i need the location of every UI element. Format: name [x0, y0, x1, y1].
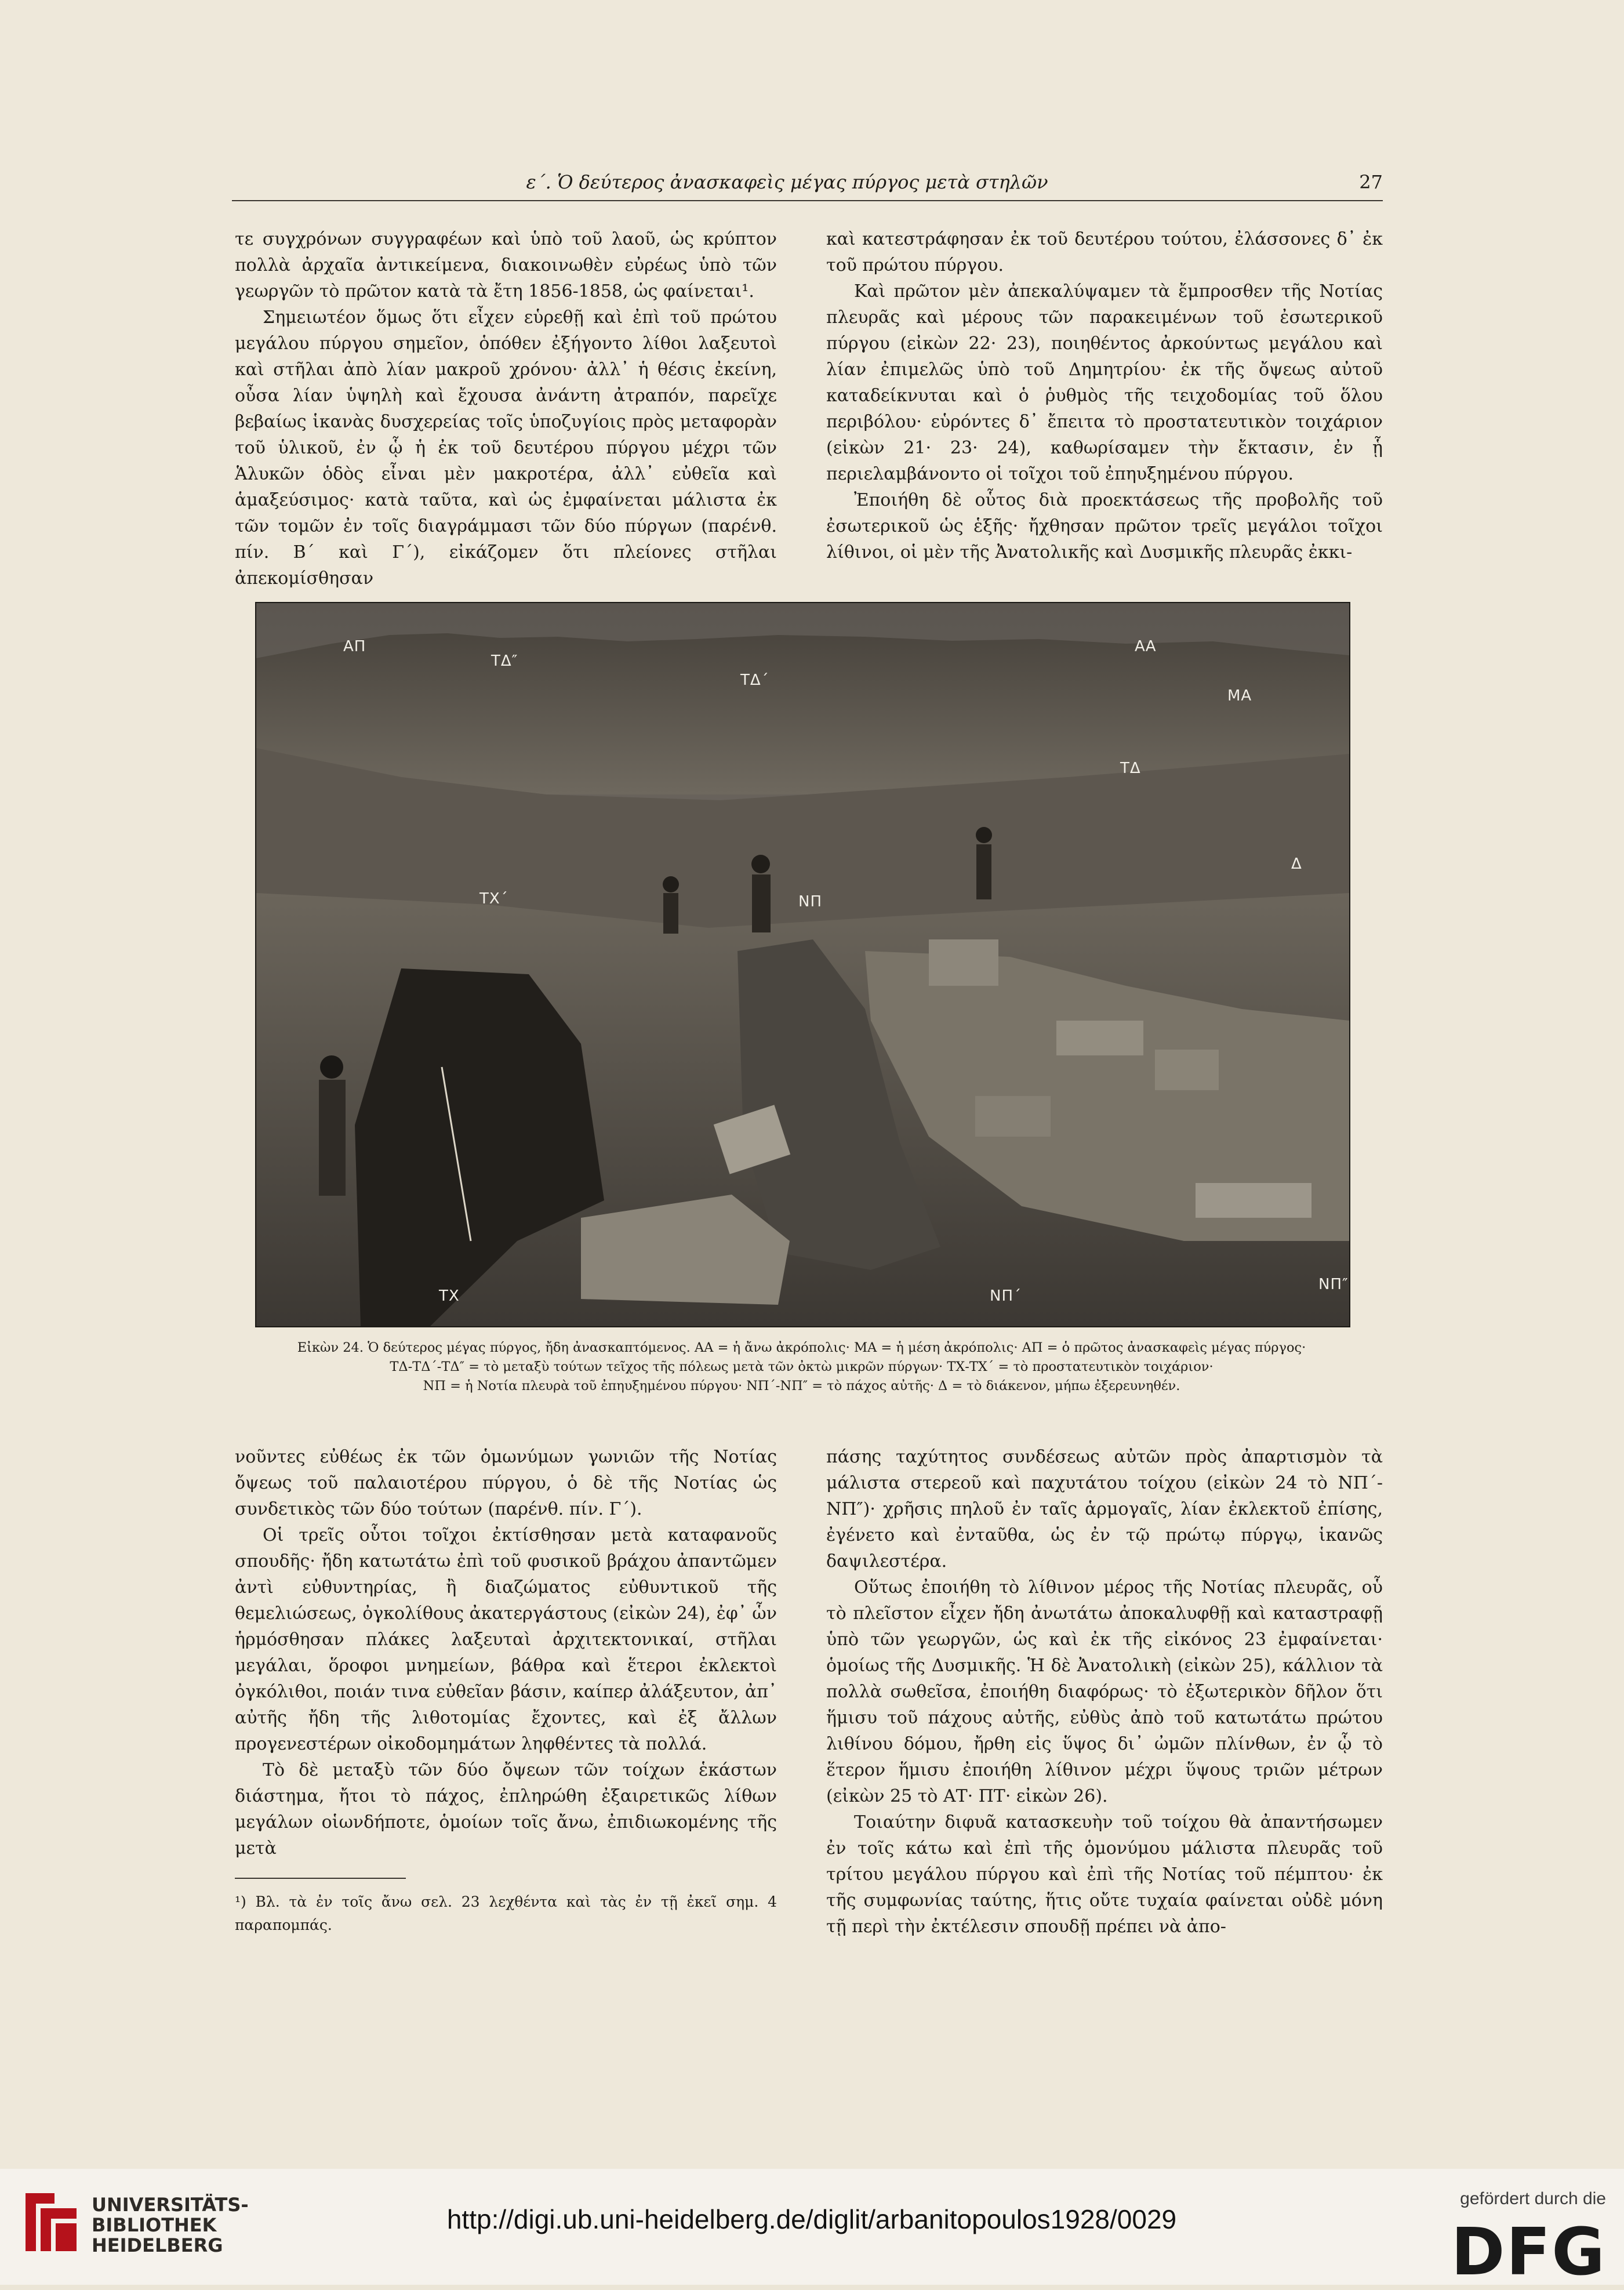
footnote-rule: [235, 1878, 406, 1879]
university-logo-icon: [20, 2187, 82, 2257]
block: [1155, 1050, 1219, 1090]
figure-label: ΤΧ΄: [479, 890, 508, 908]
paragraph: τε συγχρόνων συγγραφέων καὶ ὑπὸ τοῦ λαοῦ, ὡς κρύπτον πολλὰ ἀρχαῖα ἀντικείμενα, διακοινωθὲν εὐρέως ὑπὸ τῶν γεωργῶν τὸ πρῶτον κατὰ τὰ ἔτη 1856-1858, ὡς φαίνεται¹.: [235, 229, 777, 302]
caption-line: ΝΠ = ἡ Νοτία πλευρὰ τοῦ ἐπηυξημένου πύργου· ΝΠ΄-ΝΠ″ = τὸ πάχος αὐτῆς· Δ = τὸ διάκενον, μήπω ἐξερευνηθέν.: [423, 1378, 1180, 1393]
caption-line: Εἰκὼν 24. Ὁ δεύτερος μέγας πύργος, ἤδη ἀνασκαπτόμενος. ΑΑ = ἡ ἄνω ἀκρόπολις· ΜΑ = ἡ μέση ἀκρόπολις· ΑΠ = ὁ πρῶτος ἀνασκαφεὶς μέγας πύργος·: [297, 1340, 1306, 1355]
figure-label: ΝΠ″: [1318, 1276, 1349, 1293]
paragraph: Καὶ πρῶτον μὲν ἀπεκαλύψαμεν τὰ ἔμπροσθεν τῆς Νοτίας πλευρᾶς καὶ μέρους τῶν παρακειμένων τοῦ ἐσωτερικοῦ πύργου (εἰκὼν 22· 23), ποιηθέντος ἀρκούντως μεγάλου καὶ λίαν ἐπιμελῶς ὑπὸ τοῦ Δημητρίου· ἐκ τῆς ὄψεως αὐτοῦ καταδείκνυται καὶ ὁ ῥυθμὸς τῆς τειχοδομίας τοῦ ὅλου περιβόλου· εὑρόντες δ᾽ ἔπειτα τὸ προστατευτικὸν τοιχάριον (εἰκὼν 21· 23· 24), καθωρίσαμεν τὴν ἔκτασιν, ἐν ᾗ περιελαμβάνοντο οἱ τοῖχοι τοῦ ἐπηυξημένου πύργου.: [826, 281, 1383, 484]
excavation-photograph: [255, 602, 1350, 1327]
left-column-top: [235, 226, 777, 591]
worker-figure: [976, 827, 992, 899]
right-column-bottom: [826, 1444, 1383, 1940]
figure-label: ΤΧ: [439, 1287, 460, 1305]
funding-note: gefördert durch die: [1460, 2189, 1606, 2208]
figure-label: ΜΑ: [1227, 687, 1252, 705]
left-column-bottom: [235, 1444, 777, 1861]
source-url[interactable]: http://digi.ub.uni-heidelberg.de/diglit/arbanitopoulos1928/0029: [446, 2204, 1177, 2234]
university-name-line: UNIVERSITÄTS-: [92, 2194, 249, 2216]
block: [1196, 1183, 1311, 1218]
university-name-line: BIBLIOTHEK: [92, 2214, 217, 2236]
running-header: [232, 171, 1383, 201]
figure-label: ΤΔ″: [491, 652, 518, 670]
block: [975, 1096, 1051, 1137]
figure-label: ΑΠ: [343, 638, 366, 655]
dfg-logo: DFG: [1451, 2215, 1606, 2290]
figure-label: ΤΔ΄: [740, 672, 769, 689]
photo-scene: [256, 603, 1349, 1326]
figure-label: ΝΠ΄: [990, 1287, 1022, 1305]
right-column-top: [826, 226, 1383, 565]
caption-line: ΤΔ-ΤΔ΄-ΤΔ″ = τὸ μεταξὺ τούτων τεῖχος τῆς πόλεως μετὰ τῶν ὀκτὼ μικρῶν πύργων· ΤΧ-ΤΧ΄ = τὸ προστατευτικὸν τοιχάριον·: [390, 1359, 1214, 1374]
paragraph: καὶ κατεστράφησαν ἐκ τοῦ δευτέρου τούτου, ἐλάσσονες δ᾽ ἐκ τοῦ πρώτου πύργου.: [826, 229, 1383, 275]
worker-figure: [751, 855, 771, 932]
paragraph: Οἱ τρεῖς οὗτοι τοῖχοι ἐκτίσθησαν μετὰ καταφανοῦς σπουδῆς· ἤδη κατωτάτω ἐπὶ τοῦ φυσικοῦ βράχου ἀπαντῶμεν ἀντὶ εὐθυντηρίας, ἢ διαζώματος εὐθυντικοῦ τῆς θεμελιώσεως, ὀγκολίθους ἀκατεργάστους (εἰκὼν 24), ἐφ᾽ ὧν ἡρμόσθησαν πλάκες λαξευταὶ ἀρχιτεκτονικαί, στῆλαι μεγάλαι, ὅροφοι μνημείων, βάθρα καὶ ἕτεροι ἐκλεκτοὶ ὀγκόλιθοι, ποιάν τινα εὐθεῖαν βάσιν, καίπερ ἀλάξευτον, ἀπ᾽ αὐτῆς ἤδη τῆς λιθοτομίας ἔχοντες, καὶ ἐξ ἄλλων προγενεστέρων οἰκοδομημάτων ληφθέντες τὰ πολλά.: [235, 1525, 777, 1754]
university-name-line: HEIDELBERG: [92, 2234, 223, 2256]
footnote: ¹) Βλ. τὰ ἐν τοῖς ἄνω σελ. 23 λεχθέντα καὶ τὰς ἐν τῇ ἐκεῖ σημ. 4 παραπομπάς.: [235, 1893, 777, 1933]
figure-label: Δ: [1291, 855, 1302, 873]
paragraph: Τὸ δὲ μεταξὺ τῶν δύο ὄψεων τῶν τοίχων ἑκάστων διάστημα, ἤτοι τὸ πάχος, ἐπληρώθη ἐξαιρετικῶς λίθων μεγάλων οἱωνδήποτε, ὁμοίων τοῖς ἄνω, ἐπιδιωκομένης τῆς μετὰ: [235, 1760, 777, 1859]
block: [929, 939, 998, 986]
university-name: [92, 2195, 249, 2256]
paragraph: Οὕτως ἐποιήθη τὸ λίθινον μέρος τῆς Νοτίας πλευρᾶς, οὗ τὸ πλεῖστον εἶχεν ἤδη ἀνωτάτω ἀποκαλυφθῇ καὶ καταστραφῇ ὑπὸ τῶν γεωργῶν, ὡς καὶ ἐκ τῆς εἰκόνος 23 ἐμφαίνεται· ὁμοίως τῆς Δυσμικῆς. Ἡ δὲ Ἀνατολικὴ (εἰκὼν 25), κάλλιον τὰ πολλὰ σωθεῖσα, ἐποιήθη διαφόρως· τὸ ἐξωτερικὸν δῆλον ὅτι ἥμισυ τοῦ πάχους αὐτῆς, εὐθὺς ἀπὸ τοῦ κατωτάτω πρώτου λιθίνου δόμου, ἤρθη εἰς ὕψος δι᾽ ὠμῶν πλίνθων, ἐν ᾧ τὸ ἕτερον ἥμισυ ἐποιήθη λίθινον μέχρι ὕψους τριῶν μέτρων (εἰκὼν 25 τὸ ΑΤ· ΠΤ· εἰκὼν 26).: [826, 1577, 1383, 1806]
paragraph: Τοιαύτην διφυᾶ κατασκευὴν τοῦ τοίχου θὰ ἀπαντήσωμεν ἐν τοῖς κάτω καὶ ἐπὶ τῆς ὁμονύμου μάλιστα πλευρᾶς τοῦ τρίτου μεγάλου πύργου καὶ ἐπὶ τῆς Νοτίας τοῦ πέμπτου· ἐκ τῆς συμφωνίας ταύτης, ἥτις οὔτε τυχαία φαίνεται οὐδὲ μόνη τῇ περὶ τὴν ἐκτέλεσιν σπουδῇ πρέπει νὰ ἀπο-: [826, 1812, 1383, 1937]
paragraph: πάσης ταχύτητος συνδέσεως αὐτῶν πρὸς ἀπαρτισμὸν τὰ μάλιστα στερεοῦ καὶ παχυτάτου τοίχου (εἰκὼν 24 τὸ ΝΠ΄-ΝΠ″)· χρῆσις πηλοῦ ἐν ταῖς ἁρμογαῖς, λίαν ἐκλεκτοῦ ἐπίσης, ἐγένετο καὶ ἐνταῦθα, ὡς ἐν τῷ πρώτῳ πύργῳ, ἱκανῶς δαψιλεστέρα.: [826, 1447, 1383, 1572]
figure-label: ΝΠ: [798, 893, 822, 910]
worker-figure: [663, 876, 679, 934]
paragraph: νοῦντες εὐθέως ἐκ τῶν ὁμωνύμων γωνιῶν τῆς Νοτίας ὄψεως τοῦ παλαιοτέρου πύργου, ὁ δὲ τῆς Νοτίας ὡς συνδετικὸς τῶν δύο τούτων (παρένθ. πίν. Γ΄).: [235, 1447, 777, 1519]
block: [1056, 1021, 1143, 1055]
paragraph: Σημειωτέον ὅμως ὅτι εἶχεν εὑρεθῇ καὶ ἐπὶ τοῦ πρώτου μεγάλου πύργου σημεῖον, ὁπόθεν ἐξήγοντο λίθοι λαξευτοὶ καὶ στῆλαι ἀπὸ λίαν μακροῦ χρόνου· ἀλλ᾽ ἡ θέσις ἐκείνη, οὖσα λίαν ὑψηλὴ καὶ ἔχουσα ἀνάντη ἀτραπόν, παρεῖχε βεβαίως ἱκανὰς δυσχερείας τοῖς ὑποζυγίοις πρὸς μεταφορὰν τοῦ ὑλικοῦ, ἐν ᾧ ἡ ἐκ τοῦ δευτέρου πύργου μέχρι τῶν Ἁλυκῶν ὁδὸς εἶναι μὲν μακροτέρα, ἀλλ᾽ εὐθεῖα καὶ ἁμαξεύσιμος· κατὰ ταῦτα, καὶ ὡς ἐμφαίνεται μάλιστα ἐκ τῶν τομῶν ἐν τοῖς διαγράμμασι τῶν δύο πύργων (παρένθ. πίν. Β΄ καὶ Γ΄), εἰκάζομεν ὅτι πλείονες στῆλαι ἀπεκομίσθησαν: [235, 307, 777, 589]
figure-caption: [244, 1338, 1360, 1396]
header-title: ε΄. Ὁ δεύτερος ἀνασκαφεὶς μέγας πύργος μετὰ στηλῶν: [526, 171, 1048, 193]
page-number: 27: [1359, 171, 1383, 193]
figure-label: ΑΑ: [1135, 638, 1157, 655]
header-rule: [232, 200, 1383, 201]
paragraph: Ἐποιήθη δὲ οὗτος διὰ προεκτάσεως τῆς προβολῆς τοῦ ἐσωτερικοῦ ὡς ἑξῆς· ἤχθησαν πρῶτον τρεῖς μεγάλοι τοῖχοι λίθινοι, οἱ μὲν τῆς Ἀνατολικῆς καὶ Δυσμικῆς πλευρᾶς ἐκκι-: [826, 490, 1383, 562]
figure-label: ΤΔ: [1120, 760, 1141, 777]
